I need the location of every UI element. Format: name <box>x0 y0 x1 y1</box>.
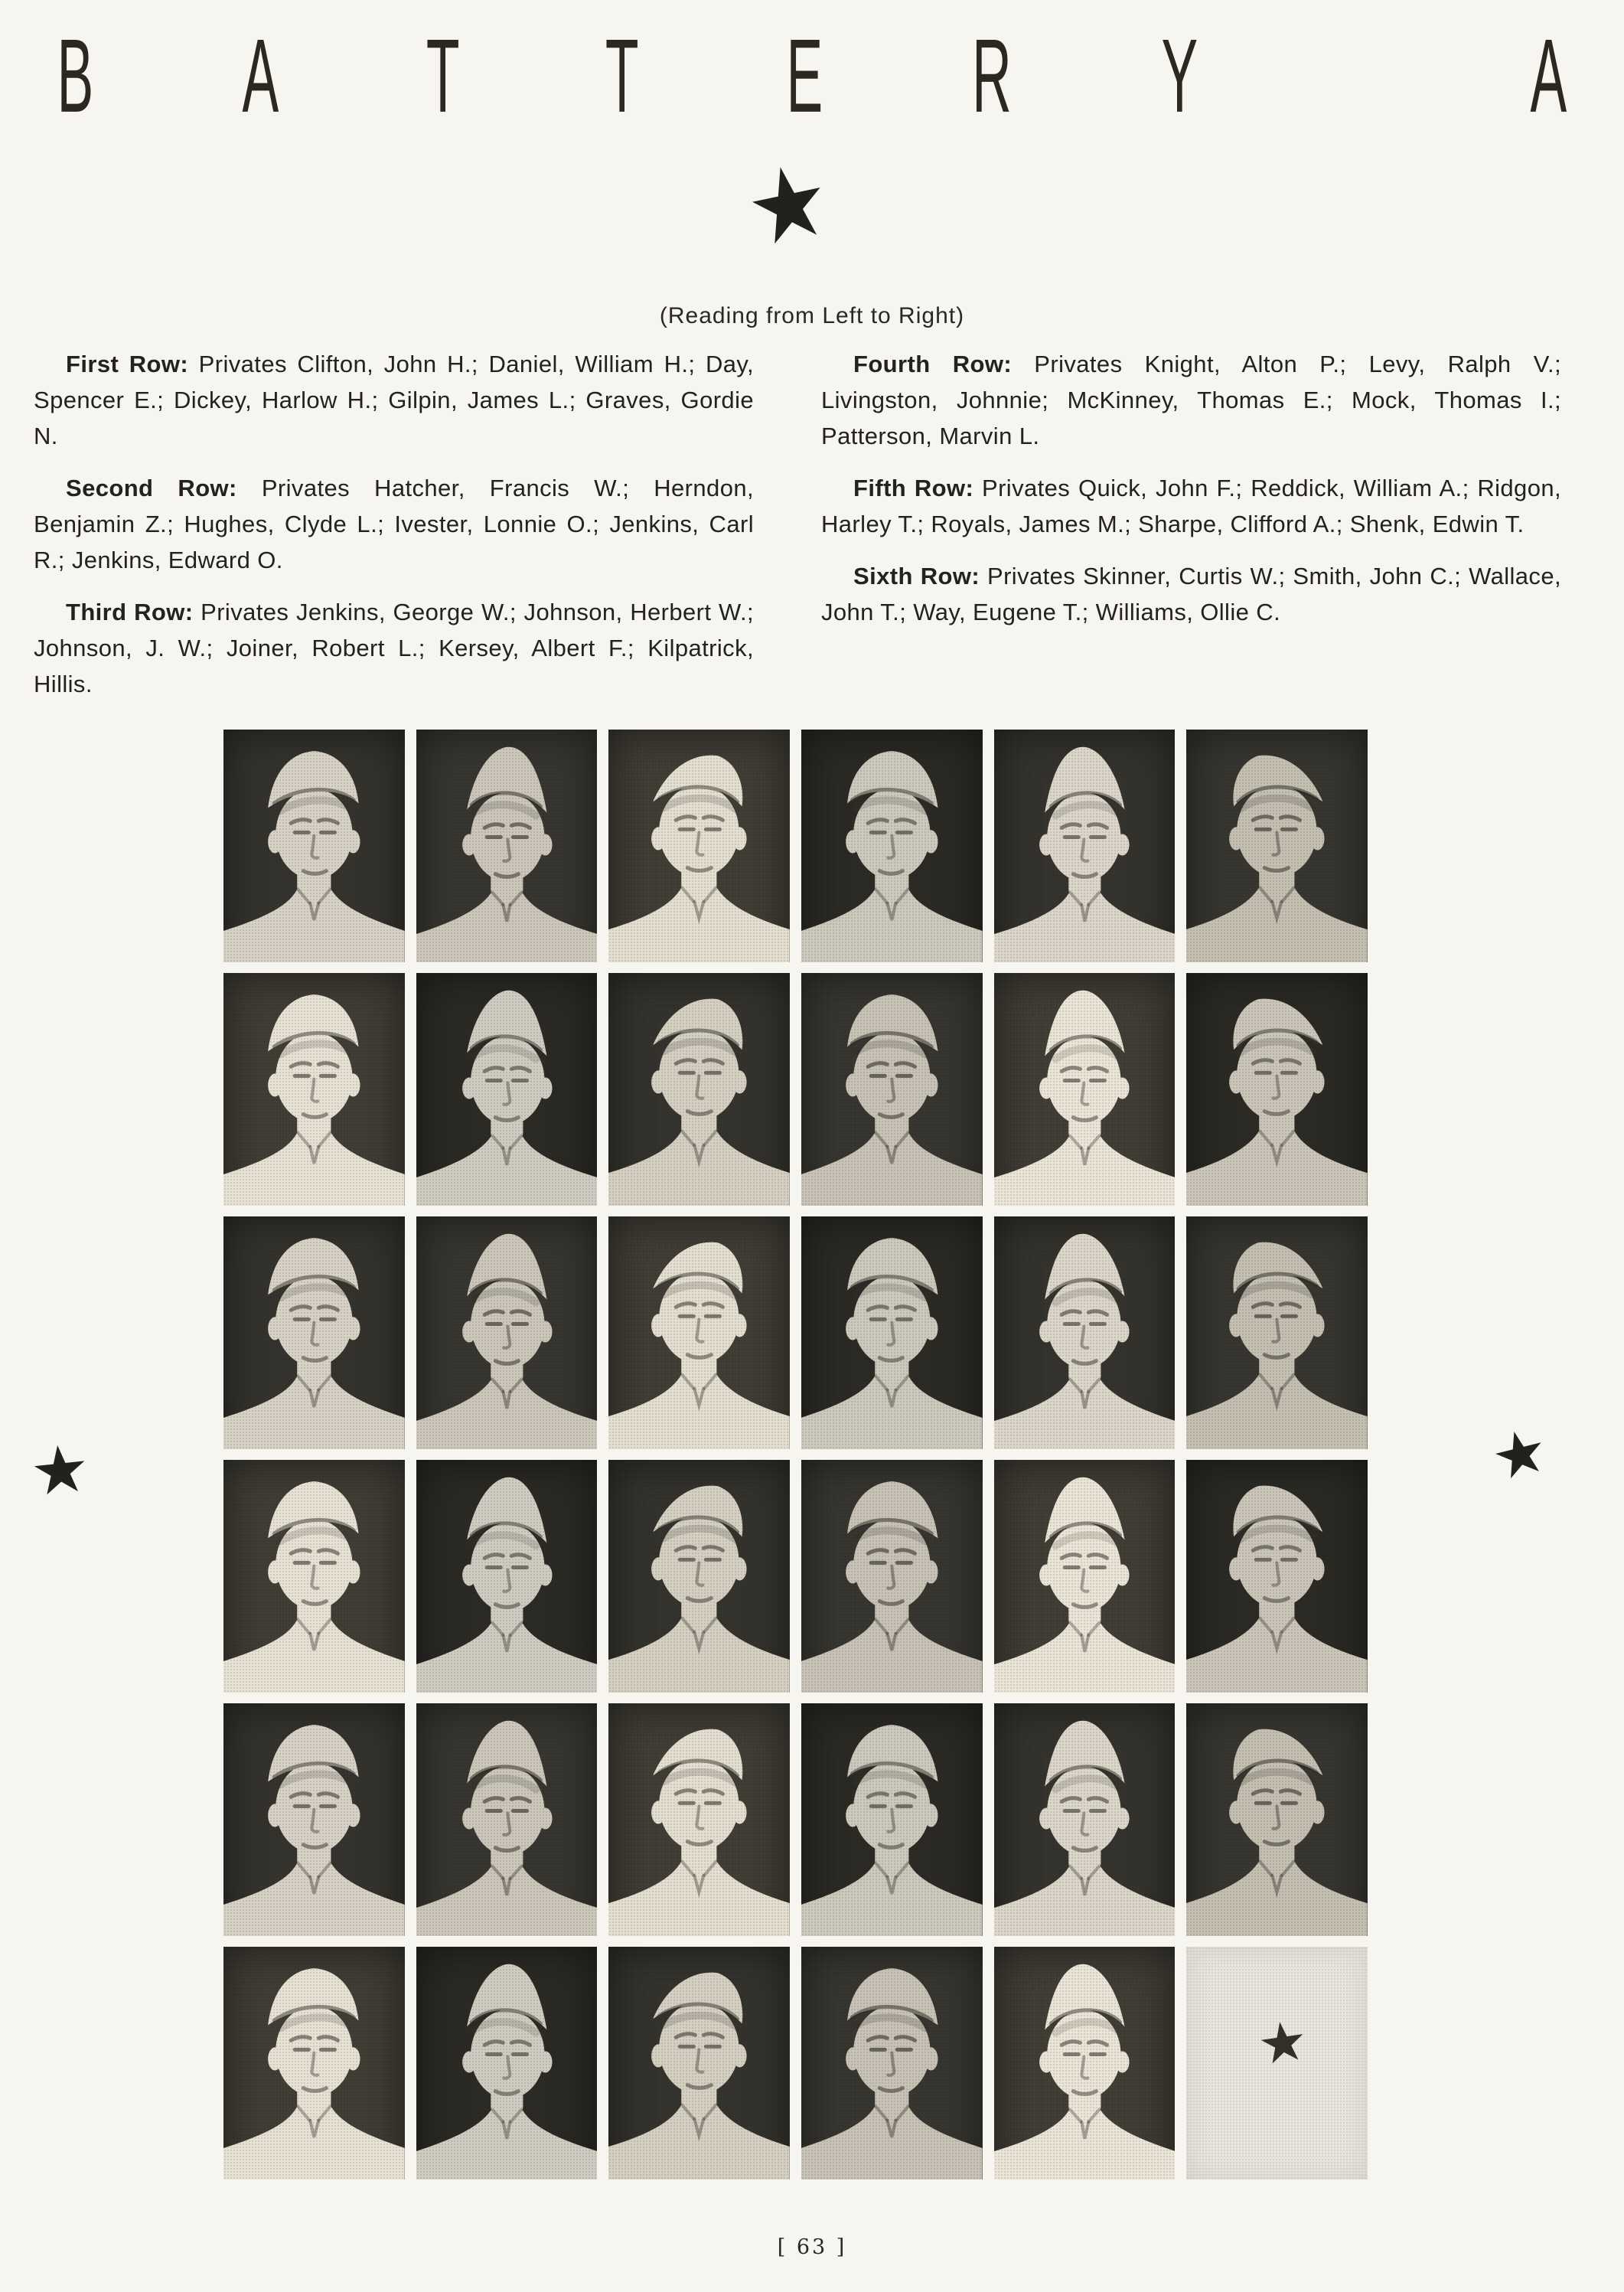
portrait-photo <box>801 1703 983 1936</box>
soldier-portrait-image <box>223 973 405 1206</box>
title-letter: R <box>972 16 1013 135</box>
soldier-portrait-image <box>223 1947 405 2179</box>
soldier-portrait-image <box>1186 1216 1368 1449</box>
portrait-photo <box>416 1703 598 1936</box>
page-title <box>42 16 1582 135</box>
caption-column-right <box>821 346 1561 646</box>
row-label: Fifth Row: <box>853 475 974 501</box>
portrait-photo <box>608 1460 790 1693</box>
portrait-photo <box>608 1703 790 1936</box>
title-letter: A <box>1530 16 1567 135</box>
caption-column-left <box>34 346 754 718</box>
portrait-photo <box>223 730 405 962</box>
portrait-photo <box>223 973 405 1206</box>
soldier-portrait-image <box>608 1703 790 1936</box>
portrait-photo <box>801 1947 983 2179</box>
soldier-portrait-image <box>994 1947 1176 2179</box>
caption-paragraph: First Row: Privates Clifton, John H.; Daniel, William H.; Day, Spencer E.; Dickey, Harlow H.; Gilpin, James L.; Graves, Gordie N. <box>34 351 754 449</box>
soldier-portrait-image <box>801 1703 983 1936</box>
soldier-portrait-image <box>801 1947 983 2179</box>
soldier-portrait-image <box>801 730 983 962</box>
star-icon: ★ <box>1253 2006 1312 2078</box>
caption-paragraph: Fourth Row: Privates Knight, Alton P.; Levy, Ralph V.; Livingston, Johnnie; McKinney, Thomas E.; Mock, Thomas I.; Patterson, Marvin L. <box>821 351 1562 449</box>
soldier-portrait-image <box>416 730 598 962</box>
row-label: Second Row: <box>66 475 237 501</box>
soldier-portrait-image <box>994 730 1176 962</box>
left-margin-star-icon: ★ <box>26 1429 94 1512</box>
title-letter: T <box>426 16 460 135</box>
portrait-photo <box>1186 1703 1368 1936</box>
soldier-portrait-image <box>1186 1460 1368 1693</box>
portrait-photo <box>608 1947 790 2179</box>
portrait-photo <box>416 730 598 962</box>
caption-paragraph: Third Row: Privates Jenkins, George W.; Johnson, Herbert W.; Johnson, J. W.; Joiner, Robert L.; Kersey, Albert F.; Kilpatrick, Hillis. <box>34 599 754 697</box>
soldier-portrait-image <box>223 1703 405 1936</box>
row-label: First Row: <box>66 351 189 377</box>
soldier-portrait-image <box>416 1216 598 1449</box>
row-label: Sixth Row: <box>853 563 980 589</box>
title-letter: B <box>57 16 94 135</box>
soldier-portrait-image <box>801 1460 983 1693</box>
soldier-portrait-image <box>416 973 598 1206</box>
portrait-photo <box>801 1460 983 1693</box>
portrait-photo <box>994 1703 1176 1936</box>
title-letter: T <box>605 16 639 135</box>
portrait-photo <box>994 1947 1176 2179</box>
soldier-portrait-image <box>801 973 983 1206</box>
soldier-portrait-image <box>994 1216 1176 1449</box>
soldier-portrait-image <box>416 1947 598 2179</box>
portrait-photo <box>416 1460 598 1693</box>
soldier-portrait-image <box>801 1216 983 1449</box>
title-letter: A <box>242 16 279 135</box>
portrait-photo <box>608 973 790 1206</box>
portrait-photo <box>994 973 1176 1206</box>
portrait-photo <box>994 1216 1176 1449</box>
photo-grid <box>223 730 1368 2179</box>
row-label: Fourth Row: <box>853 351 1013 377</box>
portrait-photo <box>223 1703 405 1936</box>
title-letter: Y <box>1161 16 1198 135</box>
soldier-portrait-image <box>608 1216 790 1449</box>
soldier-portrait-image <box>1186 973 1368 1206</box>
portrait-photo <box>416 1947 598 2179</box>
caption-paragraph: Fifth Row: Privates Quick, John F.; Reddick, William A.; Ridgon, Harley T.; Royals, James M.; Sharpe, Clifford A.; Shenk, Edwin T. <box>821 475 1561 537</box>
portrait-photo <box>416 973 598 1206</box>
portrait-photo <box>416 1216 598 1449</box>
portrait-photo <box>801 973 983 1206</box>
portrait-photo <box>223 1947 405 2179</box>
soldier-portrait-image <box>223 1460 405 1693</box>
soldier-portrait-image <box>416 1703 598 1936</box>
soldier-portrait-image <box>1186 730 1368 962</box>
soldier-portrait-image <box>608 973 790 1206</box>
caption-paragraph: Sixth Row: Privates Skinner, Curtis W.; Smith, John C.; Wallace, John T.; Way, Eugene T.; Williams, Ollie C. <box>821 563 1561 625</box>
soldier-portrait-image <box>994 1703 1176 1936</box>
portrait-photo <box>994 1460 1176 1693</box>
portrait-photo <box>608 730 790 962</box>
portrait-photo <box>1186 1216 1368 1449</box>
portrait-photo <box>994 730 1176 962</box>
soldier-portrait-image <box>994 1460 1176 1693</box>
right-margin-star-icon: ★ <box>1484 1412 1555 1496</box>
portrait-photo <box>608 1216 790 1449</box>
portrait-photo <box>223 1216 405 1449</box>
soldier-portrait-image <box>1186 1703 1368 1936</box>
title-letter: E <box>786 16 823 135</box>
title-star-icon: ★ <box>736 138 840 271</box>
soldier-portrait-image <box>223 730 405 962</box>
soldier-portrait-image <box>608 1947 790 2179</box>
soldier-portrait-image <box>608 730 790 962</box>
row-label: Third Row: <box>66 599 194 625</box>
soldier-portrait-image <box>994 973 1176 1206</box>
soldier-portrait-image <box>416 1460 598 1693</box>
portrait-photo <box>1186 973 1368 1206</box>
page-number: [ 63 ] <box>777 2235 847 2259</box>
portrait-photo <box>1186 730 1368 962</box>
portrait-photo <box>223 1460 405 1693</box>
portrait-photo <box>1186 1460 1368 1693</box>
reading-note: (Reading from Left to Right) <box>659 303 965 328</box>
caption-paragraph: Second Row: Privates Hatcher, Francis W.; Herndon, Benjamin Z.; Hughes, Clyde L.; Ivester, Lonnie O.; Jenkins, Carl R.; Jenkins, Edward O. <box>34 475 754 573</box>
empty-star-cell <box>1186 1947 1368 2179</box>
soldier-portrait-image <box>608 1460 790 1693</box>
soldier-portrait-image <box>223 1216 405 1449</box>
portrait-photo <box>801 730 983 962</box>
portrait-photo <box>801 1216 983 1449</box>
